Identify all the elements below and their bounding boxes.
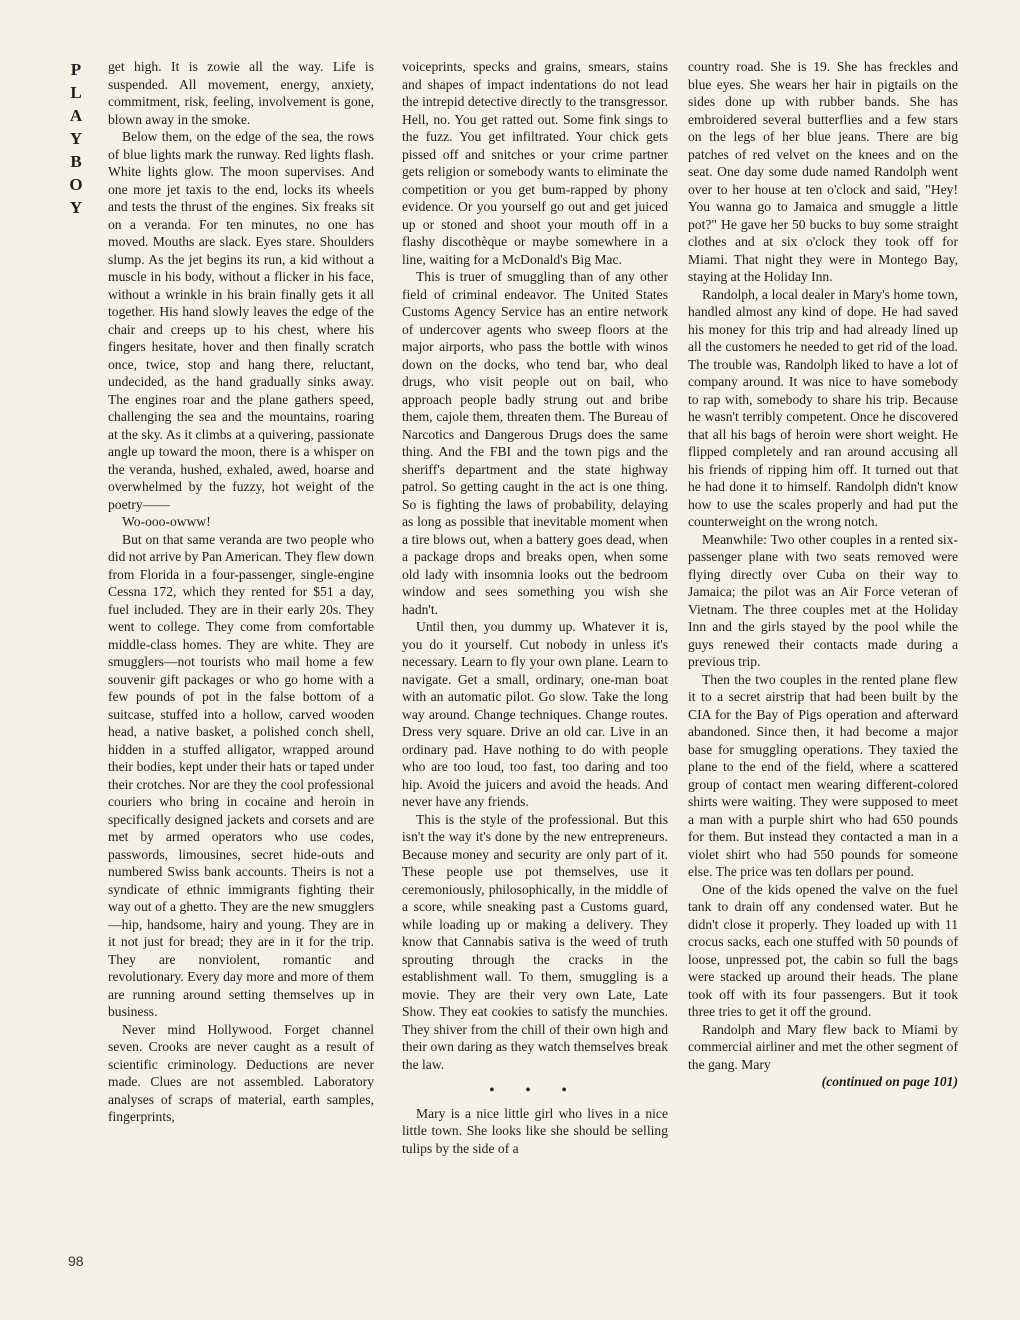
magazine-name-vertical <box>63 58 89 219</box>
page-number: 98 <box>68 1253 84 1269</box>
article-paragraph: voiceprints, specks and grains, smears, stains and shapes of impact indentations do not lead the intrepid detective directly to the transgressor. Hell, no. You get ratted out. Some fink sings to the fuzz. You get infiltrated. Your chick gets pissed off and snitches or your crime partner gets religion or somebody wants to eliminate the competition or you get bum-rapped by phony evidence. Or you yourself go out and get juiced up or stoned and shoot your mouth off in a flashy discothèque or maybe somewhere in a line, waiting for a McDonald's Big Mac. <box>402 59 668 267</box>
magazine-letter: B <box>70 152 82 171</box>
article-column-2 <box>402 58 668 1290</box>
magazine-letter: Y <box>69 129 83 148</box>
magazine-letter: O <box>69 175 83 194</box>
article-paragraph: Wo-ooo-owww! <box>122 514 211 529</box>
section-break: • • • <box>489 1082 581 1097</box>
article-paragraph: Randolph, a local dealer in Mary's home town, handled almost any kind of dope. He had saved his money for this trip and had already lined up all the customers he needed to get rid of the load. The trouble was, Randolph liked to have a lot of company around. It was nice to have somebody to rap with, somebody to share his trip. Because he wasn't terribly competent. Once he discovered that all his bags of heroin were short weight. He flipped completely and ran around accusing all his friends of ripping him off. It turned out that he had done it to himself. Randolph didn't know how to use the scales properly and had put the counterweight on the wrong notch. <box>688 286 958 529</box>
article-paragraph: But on that same veranda are two people who did not arrive by Pan American. They flew down from Florida in a four-passenger, single-engine Cessna 172, which they rented for $51 a day, fuel included. They are in their early 20s. They went to college. They come from comfortable middle-class homes. They are white. They are smugglers—not tourists who mail home a few souvenir gift packages or who go home with a few pounds of pot in the false bottom of a suitcase, stuffed into a hollow, carved wooden head, a native basket, a polished conch shell, hidden in a stuffed alligator, wrapped around their bodies, kept under their hats or taped under their crotches. Nor are they the cool professional couriers who bring in cocaine and heroin in specifically designed jackets and corsets and are met by armed operators who use codes, passwords, limousines, secret hide-outs and numbered Swiss bank accounts. Theirs is not a syndicate of ethnic immigrants fighting their way out of a ghetto. They are the new smugglers—hip, handsome, hairy and young. They are in it not just for bread; they are in it for the trip. They are nonviolent, romantic and revolutionary. Every day more and more of them are running around setting themselves up in business. <box>108 531 374 1019</box>
article-paragraph: Then the two couples in the rented plane flew it to a secret airstrip that had been built by the CIA for the Bay of Pigs operation and afterward abandoned. Since then, it had become a major base for smuggling operations. They taxied the plane to the end of the field, where a scattered group of contact men wearing different-colored shirts were waiting. They were supposed to meet a man with a purple shirt who had 650 pounds for them. But instead they contacted a man in a violet shirt who had 550 pounds for someone else. The price was ten dollars per pound. <box>688 671 958 879</box>
article-paragraph: This is the style of the professional. But this isn't the way it's done by the new entrepreneurs. Because money and security are only part of it. These people use pot themselves, use it ceremoniously, philosophically, in the middle of a score, while sneaking past a Customs guard, while loading up or making a delivery. They know that Cannabis sativa is the weed of truth sprouting through the cracks in the establishment wall. To them, smuggling is a movie. They are their very own Late, Late Show. They eat cookies to satisfy the munchies. They shiver from the chill of their own high and their own daring as they watch themselves break the law. <box>402 811 668 1072</box>
article-paragraph: Randolph and Mary flew back to Miami by commercial airliner and met the other segment of the gang. Mary <box>688 1021 958 1072</box>
continued-on-page-note: (continued on page 101) <box>821 1074 958 1089</box>
article-paragraph: Never mind Hollywood. Forget channel seven. Crooks are never caught as a result of scientific criminology. Deductions are never made. Clues are not assembled. Laboratory analyses of scraps of material, earth samples, fingerprints, <box>108 1021 374 1124</box>
article-paragraph: country road. She is 19. She has freckles and blue eyes. She wears her hair in pigtails on the sides done up with rubber bands. She has embroidered several butterflies and a few stars on the legs of her blue jeans. There are big patches of red velvet on the knees and on the seat. One day some dude named Randolph went over to her house at ten o'clock and said, "Hey! You wanna go to Jamaica and smuggle a little pot?" He gave her 50 bucks to buy some straight clothes and at six o'clock they took off for Miami. That night they were in Montego Bay, staying at the Holiday Inn. <box>688 59 958 284</box>
magazine-letter: P <box>70 60 82 79</box>
article-paragraph: Below them, on the edge of the sea, the rows of blue lights mark the runway. Red lights flash. White lights glow. The moon supervises. And one more jet taxis to the end, locks its wheels and tests the thrust of the engines. Six freaks sit on a veranda. For ten minutes, no one has moved. Mouths are slack. Eyes stare. Shoulders slump. As the jet begins its run, a kid without a muscle in his body, without a flicker in his face, without a wrinkle in his brain finally gets it all together. His hand slowly leaves the edge of the chair and creeps up to his chest, where his fingers hesitate, hover and then finally scratch once, twice, stop and hang there, reluctant, undecided, as the hand gradually sinks away. The engines roar and the plane gathers speed, challenging the sea and the mountains, roaring at the sky. As it climbs at a quivering, passionate angle up toward the moon, there is a whisper on the veranda, hushed, exhaled, awed, hoarse and overwhelmed by the fuzzy, hot weight of the poetry—— <box>108 129 374 512</box>
article-paragraph: Mary is a nice little girl who lives in a nice little town. She looks like she should be selling tulips by the side of a <box>402 1105 668 1156</box>
article-paragraph: get high. It is zowie all the way. Life is suspended. All movement, energy, anxiety, commitment, risk, feeling, involvement is gone, blown away in the smoke. <box>108 59 374 127</box>
article-paragraph: One of the kids opened the valve on the fuel tank to drain off any condensed water. But he didn't close it properly. They loaded up with 11 crocus sacks, each one stuffed with 50 pounds of loose, unpressed pot, the cabin so full the bags were stacked up around their heads. The plane took off with its four passengers. But it took three tries to get it off the ground. <box>688 881 958 1019</box>
article-paragraph: Meanwhile: Two other couples in a rented six-passenger plane with two seats removed were flying directly over Cuba on their way to Jamaica; the pilot was an Air Force veteran of Vietnam. The three couples met at the Holiday Inn and the girls stayed by the pool while the guys renewed their contacts made during a previous trip. <box>688 531 958 669</box>
article-paragraph: This is truer of smuggling than of any other field of criminal endeavor. The United States Customs Agency Service has an entire network of undercover agents who sweep floors at the major airports, who pass the bottle with winos down on the docks, who tend bar, who deal drugs, who visit people out on bail, who approach people badly strung out and bribe them, cajole them, threaten them. The Bureau of Narcotics and Dangerous Drugs does the same thing. And the FBI and the town pigs and the sheriff's department and the state highway patrol. So getting caught in the act is one thing. So is fighting the laws of probability, delaying as long as possible that inevitable moment when a tire blows out, when a battery goes dead, when a package drops and breaks open, when some old lady with insomnia looks out the bedroom window and sees something you wish she hadn't. <box>402 269 668 617</box>
magazine-letter: A <box>69 106 83 125</box>
article-column-3 <box>688 58 958 1290</box>
article-column-1 <box>108 58 374 1290</box>
magazine-letter: L <box>70 83 82 102</box>
magazine-letter: Y <box>69 198 83 217</box>
article-paragraph: Until then, you dummy up. Whatever it is, you do it yourself. Cut nobody in unless it's necessary. Learn to fly your own plane. Learn to navigate. Get a small, ordinary, one-man boat with an automatic pilot. Go slow. Take the long way around. Change techniques. Change routes. Dress very square. Drive an old car. Live in an ordinary pad. Have nothing to do with people who are too loud, too fast, too daring and too hip. Avoid the juicers and avoid the heads. And never have any friends. <box>402 619 668 809</box>
